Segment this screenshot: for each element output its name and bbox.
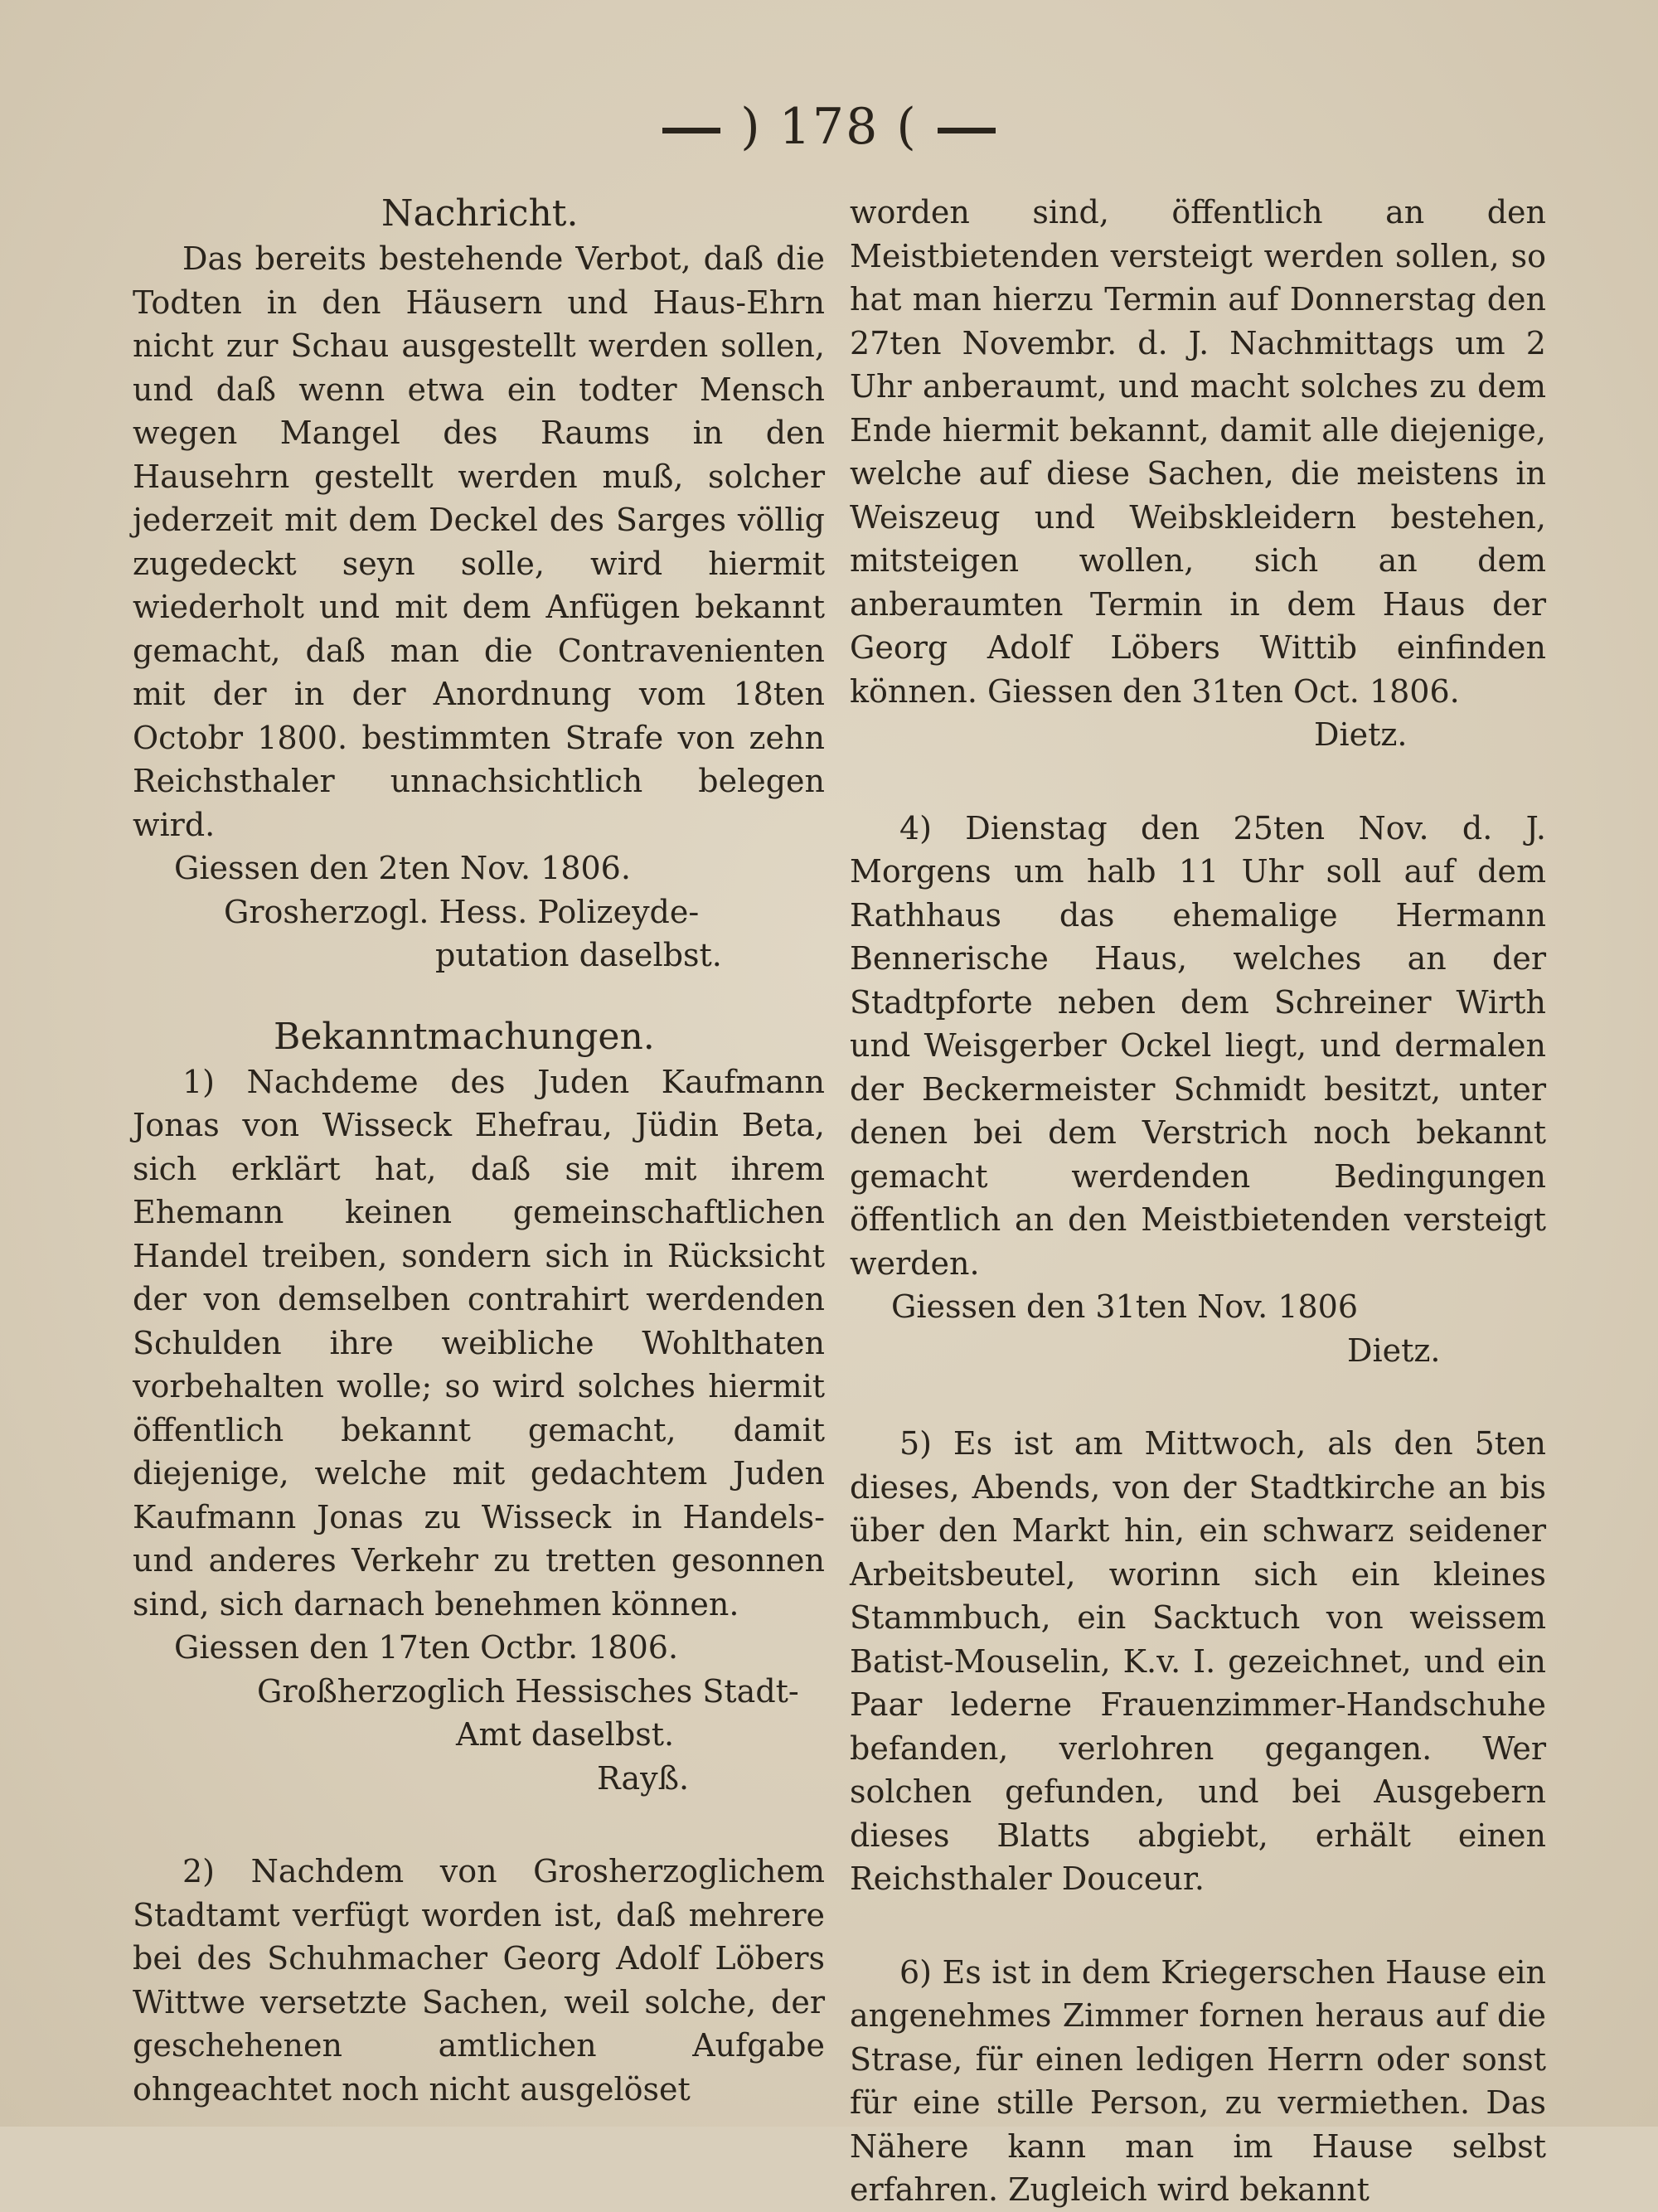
header-rule-right — [938, 128, 996, 133]
page-number-bracket-right: ( — [896, 98, 918, 156]
right-column — [850, 191, 1546, 2212]
item-2-continued: worden sind, öffentlich an den Meistbietenden versteigt werden sollen, so hat man hierzu Termin auf Donnerstag den 27ten Novembr. d. J. Nachmittags um 2 Uhr anberaumt, und macht solches zu dem Ende hiermit bekannt, damit alle diejenige, welche auf diese Sachen, die meistens in Weiszeug und Weibskleidern bestehen, mitsteigen wollen, sich an dem anberaumten Termin in dem Haus der Georg Adolf Löbers Wittib einfinden können. Giessen den 31ten Oct. 1806. — [850, 194, 1546, 710]
nachricht-text: Das bereits bestehende Verbot, daß die Todten in den Häusern und Haus-Ehrn nicht zur Schau ausgestellt werden sollen, und daß wenn etwa ein todter Mensch wegen Mangel des Raums in den Hausehrn gestellt werden muß, solcher jederzeit mit dem Deckel des Sarges völlig zugedeckt seyn solle, wird hiermit wiederholt und mit dem Anfügen bekannt gemacht, daß man die Contravenienten mit der in der Anordnung vom 18ten Octobr 1800. bestimmten Strafe von zehn Reichsthaler unnachsichtlich belegen wird. — [133, 240, 825, 843]
item-1-text: 1) Nachdeme des Juden Kaufmann Jonas von Wisseck Ehefrau, Jüdin Beta, sich erklärt hat, daß sie mit ihrem Ehemann keinen gemeinschaftlichen Handel treiben, sondern sich in Rücksicht der von demselben contrahirt werdenden Schulden ihre weibliche Wohlthaten vorbehalten wolle; so wird solches hiermit öffentlich bekannt gemacht, damit diejenige, welche mit gedachtem Juden Kaufmann Jonas zu Wisseck in Handels- und anderes Verkehr zu tretten gesonnen sind, sich darnach benehmen können. — [133, 1063, 825, 1623]
item-4-signature: Dietz. — [1347, 1332, 1441, 1369]
item-2-signature: Dietz. — [1314, 716, 1408, 753]
item-1-signature-line-3: Rayß. — [597, 1759, 690, 1797]
bekanntmachungen-heading: Bekanntmachungen. — [274, 1015, 655, 1058]
left-column — [133, 191, 825, 2111]
nachricht-date: Giessen den 2ten Nov. 1806. — [174, 850, 631, 886]
header-rule-left — [662, 128, 720, 133]
item-4-text: 4) Dienstag den 25ten Nov. d. J. Morgens um halb 11 Uhr soll auf dem Rathhaus das ehemalige Hermann Bennerische Haus, welches an der Stadtpforte neben dem Schreiner Wirth und Weisgerber Ockel liegt, und dermalen der Beckermeister Schmidt besitzt, unter denen bei dem Verstrich noch bekannt gemacht werdenden Bedingungen öffentlich an den Meistbietenden versteigt werden. — [850, 809, 1546, 1282]
page-number: 178 — [778, 98, 880, 156]
page-header — [0, 98, 1658, 156]
nachricht-signature-line-1: Grosherzogl. Hess. Polizeyde- — [224, 893, 700, 930]
page-number-bracket-left: ) — [740, 98, 762, 156]
item-4-date: Giessen den 31ten Nov. 1806 — [891, 1288, 1359, 1325]
nachricht-heading: Nachricht. — [381, 192, 579, 235]
item-1-signature-line-1: Großherzoglich Hessisches Stadt- — [257, 1672, 799, 1710]
nachricht-signature-line-2: putation daselbst. — [435, 937, 722, 973]
item-1-date: Giessen den 17ten Octbr. 1806. — [174, 1629, 679, 1666]
item-5-text: 5) Es ist am Mittwoch, als den 5ten dieses, Abends, von der Stadtkirche an bis über den Markt hin, ein schwarz seidener Arbeitsbeutel, worinn sich ein kleines Stammbuch, ein Sacktuch von weissem Batist-Mouselin, K.v. I. gezeichnet, und ein Paar lederne Frauenzimmer-Handschuhe befanden, verlohren gegangen. Wer solchen gefunden, und bei Ausgebern dieses Blatts abgiebt, erhält einen Reichsthaler Douceur. — [850, 1425, 1546, 1897]
item-2-text: 2) Nachdem von Grosherzoglichem Stadtamt verfügt worden ist, daß mehrere bei des Schuhmacher Georg Adolf Löbers Wittwe versetzte Sachen, weil solche, der geschehenen amtlichen Aufgabe ohngeachtet noch nicht ausgelöset — [133, 1853, 825, 2108]
item-6-text: 6) Es ist in dem Kriegerschen Hause ein angenehmes Zimmer fornen heraus auf die Strase, für einen ledigen Herrn oder sonst für eine stille Person, zu vermiethen. Das Nähere kann man im Hause selbst erfahren. Zugleich wird bekannt — [850, 1953, 1546, 2208]
item-1-signature-line-2: Amt daselbst. — [456, 1716, 675, 1753]
